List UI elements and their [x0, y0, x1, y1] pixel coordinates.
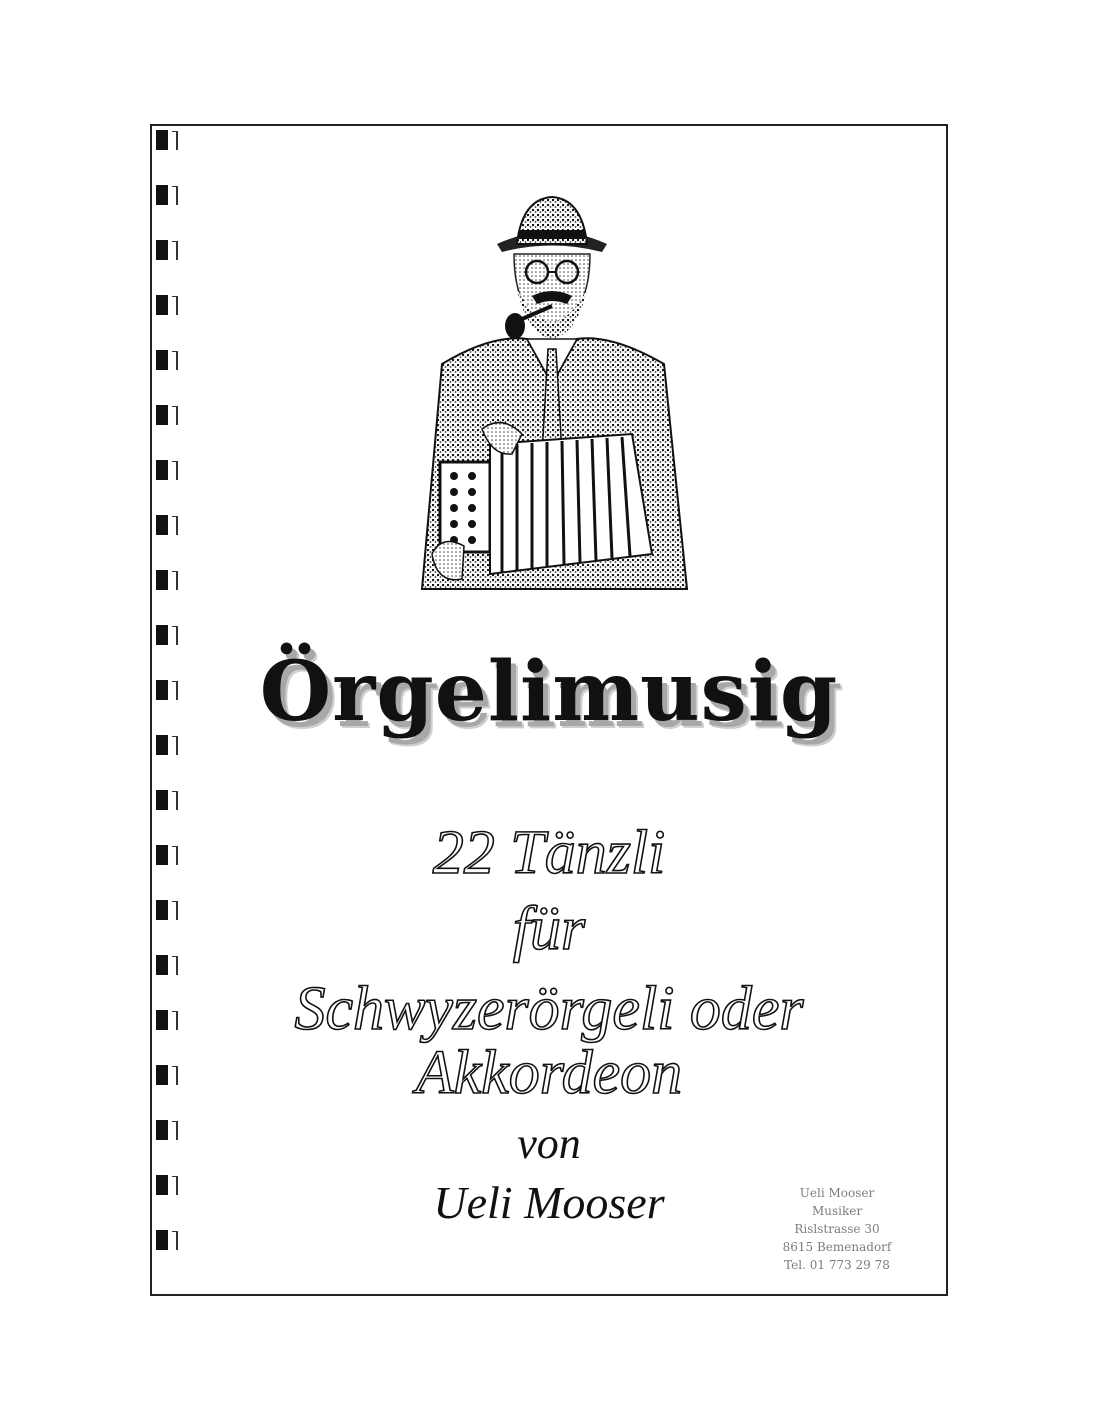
binding-ring	[156, 570, 178, 590]
stamp-line-4: 8615 Bemenadorf	[782, 1240, 892, 1254]
book-title: Örgelimusig	[259, 644, 839, 740]
cover-page	[150, 124, 948, 1296]
binding-ring	[156, 790, 178, 810]
binding-ring	[156, 405, 178, 425]
subtitle-line-1: 22 Tänzli	[432, 819, 666, 887]
binding-ring	[156, 295, 178, 315]
binding-ring	[156, 625, 178, 645]
author-name: Ueli Mooser	[433, 1177, 665, 1228]
binding-ring	[156, 350, 178, 370]
binding-ring	[156, 515, 178, 535]
subtitle-line-2: für	[512, 895, 586, 963]
stamp-line-3: Rislstrasse 30	[794, 1222, 880, 1236]
binding-ring	[156, 185, 178, 205]
binding-ring	[156, 1230, 178, 1250]
subtitle-line-4: Akkordeon	[415, 1039, 683, 1107]
accordion-player-icon	[402, 194, 702, 619]
stamp-line-2: Musiker	[811, 1204, 863, 1218]
by-label: von	[517, 1119, 581, 1168]
address-stamp	[772, 1184, 902, 1274]
binding-ring	[156, 240, 178, 260]
stamp-line-1: Ueli Mooser	[799, 1186, 875, 1200]
binding-ring	[156, 460, 178, 480]
stamp-line-5: Tel. 01 773 29 78	[784, 1258, 890, 1272]
binding-ring	[156, 130, 178, 150]
subtitle-line-3: Schwyzerörgeli oder	[294, 975, 804, 1043]
